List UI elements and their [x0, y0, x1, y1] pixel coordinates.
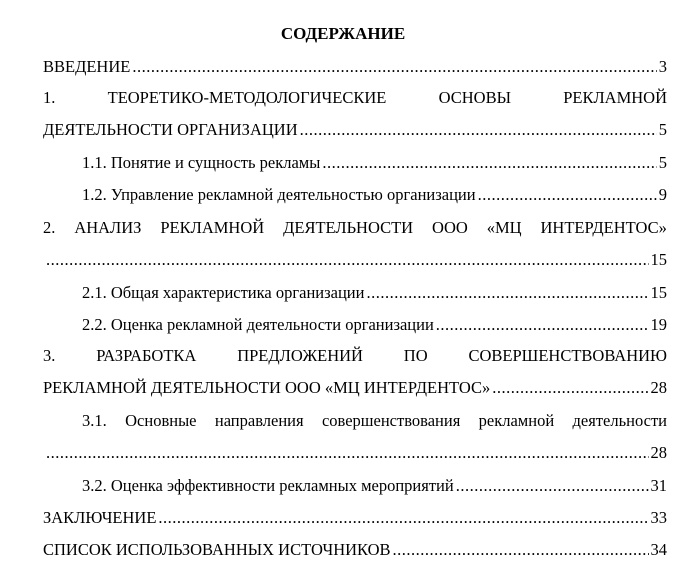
- toc-word: «МЦ: [486, 218, 522, 237]
- toc-word: деятельности: [572, 411, 667, 430]
- toc-page-number: 5: [658, 153, 667, 172]
- toc-word: направления: [214, 411, 304, 430]
- toc-word: РЕКЛАМНОЙ: [160, 218, 265, 237]
- toc-page-number: 31: [650, 476, 667, 495]
- dot-leader: [436, 315, 649, 335]
- toc-word: ДЕЯТЕЛЬНОСТИ: [283, 218, 414, 237]
- toc-entry-chapter-2-line-1: [43, 218, 667, 238]
- toc-entry-1-1: [82, 153, 667, 173]
- dot-leader: [478, 185, 657, 205]
- toc-page-number: 34: [650, 540, 667, 559]
- toc-title: СОДЕРЖАНИЕ: [280, 24, 406, 43]
- toc-entry-conclusion: [43, 508, 667, 528]
- toc-word: ИНТЕРДЕНТОС»: [540, 218, 667, 237]
- toc-entry-text: ЗАКЛЮЧЕНИЕ: [43, 508, 157, 527]
- toc-page-number: 9: [658, 185, 667, 204]
- toc-entry-introduction: [43, 57, 667, 77]
- toc-entry-text: 2.1. Общая характеристика организации: [82, 283, 365, 302]
- toc-entry-text: ВВЕДЕНИЕ: [43, 57, 131, 76]
- toc-entry-references: [43, 540, 667, 560]
- dot-leader: [322, 153, 656, 173]
- toc-word: РЕКЛАМНОЙ: [563, 88, 667, 107]
- toc-word: 2.: [43, 218, 56, 237]
- toc-entry-3-1-line-2: [46, 443, 667, 463]
- toc-entry-chapter-1-line-1: [43, 88, 667, 108]
- toc-page-number: 5: [658, 120, 667, 139]
- toc-entry-chapter-1-line-2: [43, 120, 667, 140]
- dot-leader: [46, 443, 649, 463]
- toc-entry-chapter-3-line-1: [43, 346, 667, 366]
- toc-entry-text: 3.2. Оценка эффективности рекламных мероприятий: [82, 476, 454, 495]
- toc-word: СОВЕРШЕНСТВОВАНИЮ: [468, 346, 667, 365]
- toc-entry-3-1-line-1: [82, 411, 667, 431]
- toc-entry-chapter-3-line-2: [43, 378, 667, 398]
- dot-leader: [132, 57, 656, 77]
- toc-word: АНАЛИЗ: [74, 218, 142, 237]
- toc-word: Основные: [125, 411, 197, 430]
- toc-entry-2-1: [82, 283, 667, 303]
- toc-page-number: 19: [650, 315, 667, 334]
- toc-entry-text: 1.1. Понятие и сущность рекламы: [82, 153, 321, 172]
- toc-word: совершенствования: [321, 411, 461, 430]
- toc-entry-text: 1.2. Управление рекламной деятельностью организации: [82, 185, 476, 204]
- toc-entry-text: ДЕЯТЕЛЬНОСТИ ОРГАНИЗАЦИИ: [43, 120, 298, 139]
- toc-page-number: 28: [650, 378, 667, 397]
- toc-word: ПО: [403, 346, 428, 365]
- toc-page-number: 15: [650, 283, 667, 302]
- dot-leader: [393, 540, 649, 560]
- toc-entry-text: РЕКЛАМНОЙ ДЕЯТЕЛЬНОСТИ ООО «МЦ ИНТЕРДЕНТОС»: [43, 378, 491, 397]
- dot-leader: [492, 378, 648, 398]
- toc-entry-text: СПИСОК ИСПОЛЬЗОВАННЫХ ИСТОЧНИКОВ: [43, 540, 391, 559]
- toc-page-number: 3: [658, 57, 667, 76]
- toc-word: ПРЕДЛОЖЕНИЙ: [237, 346, 363, 365]
- toc-word: 1.: [43, 88, 56, 107]
- dot-leader: [456, 476, 649, 496]
- toc-word: 3.1.: [82, 411, 107, 430]
- toc-word: ТЕОРЕТИКО-МЕТОДОЛОГИЧЕСКИЕ: [107, 88, 387, 107]
- toc-entry-text: 2.2. Оценка рекламной деятельности организации: [82, 315, 434, 334]
- dot-leader: [366, 283, 648, 303]
- dot-leader: [300, 120, 657, 140]
- dot-leader: [46, 250, 649, 270]
- toc-page-number: 33: [650, 508, 667, 527]
- dot-leader: [158, 508, 648, 528]
- toc-word: рекламной: [478, 411, 555, 430]
- toc-entry-chapter-2-line-2: [46, 250, 667, 270]
- toc-entry-3-2: [82, 476, 667, 496]
- toc-page-number: 15: [650, 250, 667, 269]
- toc-word: РАЗРАБОТКА: [96, 346, 197, 365]
- toc-entry-2-2: [82, 315, 667, 335]
- toc-page-number: 28: [650, 443, 667, 462]
- toc-word: ОСНОВЫ: [438, 88, 511, 107]
- toc-entry-1-2: [82, 185, 667, 205]
- toc-word: ООО: [432, 218, 468, 237]
- toc-word: 3.: [43, 346, 56, 365]
